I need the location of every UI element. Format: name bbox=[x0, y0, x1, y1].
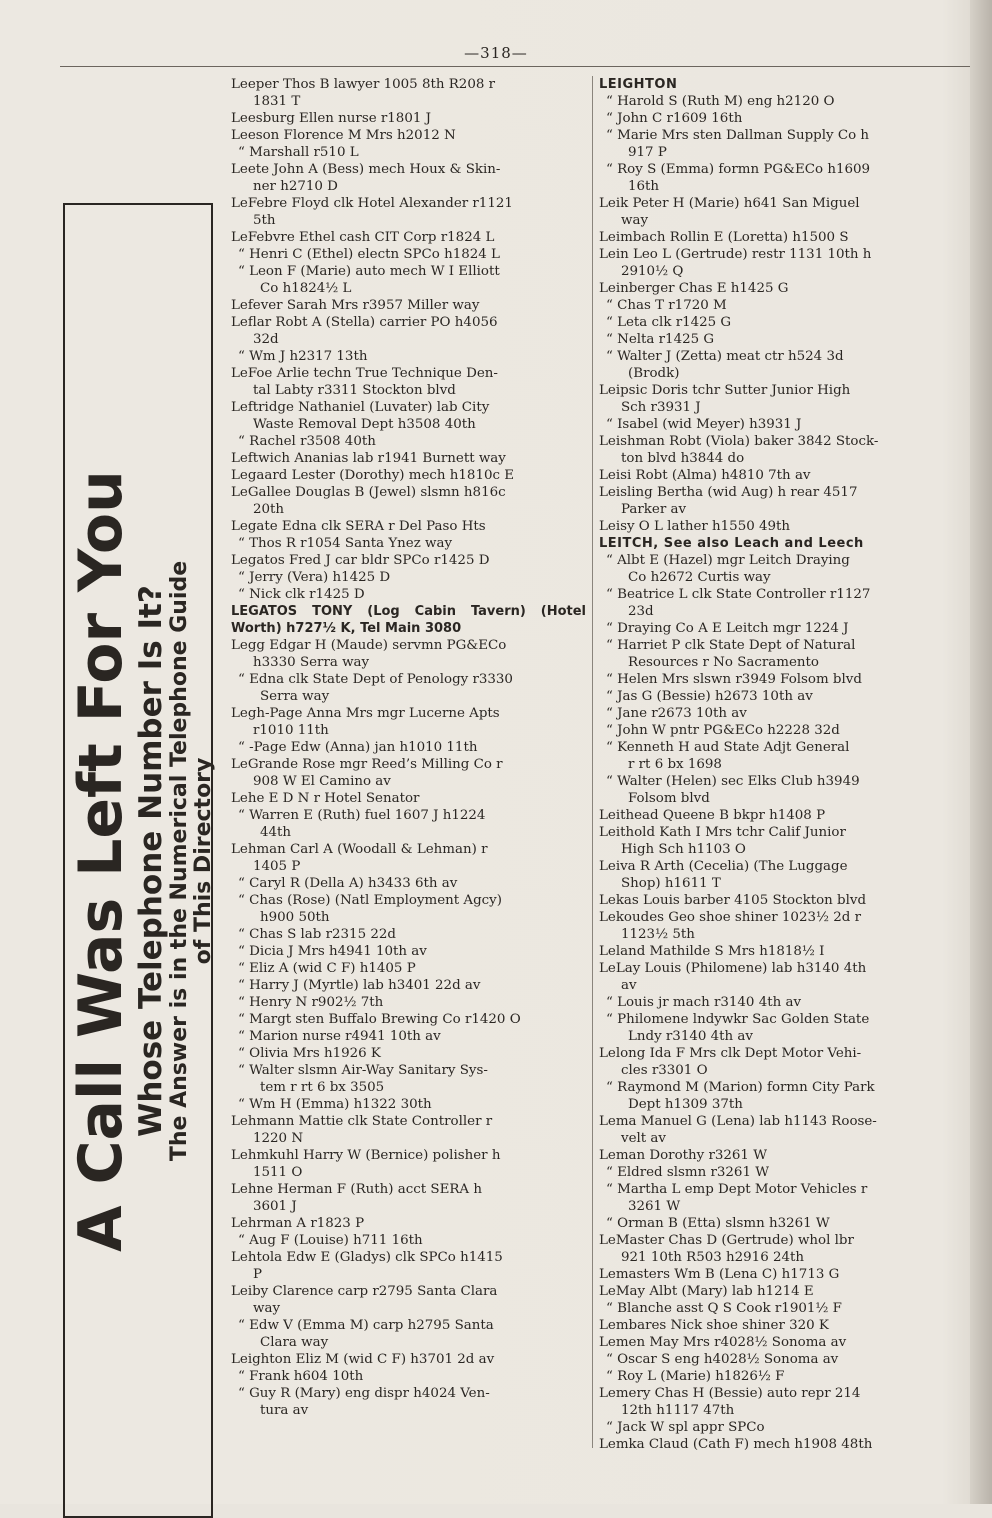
directory-entry bbox=[231, 314, 586, 348]
entry-continuation: Parker av bbox=[621, 502, 687, 517]
entry-text: Leighton Eliz M (wid C F) h3701 2d av bbox=[231, 1352, 495, 1367]
directory-entry bbox=[599, 1283, 949, 1300]
directory-entry bbox=[599, 688, 949, 705]
directory-entry bbox=[599, 382, 949, 416]
directory-entry bbox=[599, 1181, 949, 1215]
entry-text: “ Jack W spl appr SPCo bbox=[606, 1420, 765, 1435]
entry-text: Leik Peter H (Marie) h641 San Miguel bbox=[599, 196, 860, 211]
directory-entry bbox=[599, 994, 949, 1011]
directory-entry bbox=[599, 722, 949, 739]
entry-text: Lembares Nick shoe shiner 320 K bbox=[599, 1318, 829, 1333]
directory-entry bbox=[231, 399, 586, 433]
directory-entry bbox=[599, 1011, 949, 1045]
entry-text: “ Kenneth H aud State Adjt General bbox=[606, 740, 850, 755]
ad-subheadline: Whose Telephone Number Is It? bbox=[133, 584, 169, 1137]
entry-text: “ Blanche asst Q S Cook r1901½ F bbox=[606, 1301, 842, 1316]
entry-text: “ Henri C (Ethel) electn SPCo h1824 L bbox=[238, 247, 500, 262]
page-number: —318— bbox=[464, 44, 528, 62]
entry-text: “ Nelta r1425 G bbox=[606, 332, 715, 347]
directory-entry bbox=[231, 229, 586, 246]
directory-entry bbox=[599, 161, 949, 195]
directory-entry bbox=[231, 1062, 586, 1096]
entry-text: “ Roy L (Marie) h1826½ F bbox=[606, 1369, 785, 1384]
entry-text: “ Oscar S eng h4028½ Sonoma av bbox=[606, 1352, 839, 1367]
directory-entry bbox=[231, 1249, 586, 1283]
entry-text: Lehmkuhl Harry W (Bernice) polisher h bbox=[231, 1148, 501, 1163]
directory-entry bbox=[599, 1113, 949, 1147]
directory-entry bbox=[599, 1164, 949, 1181]
directory-entry bbox=[231, 484, 586, 518]
directory-entry bbox=[599, 467, 949, 484]
directory-entry bbox=[599, 1436, 949, 1453]
entry-text: LeMaster Chas D (Gertrude) whol lbr bbox=[599, 1233, 854, 1248]
entry-text: “ Leon F (Marie) auto mech W I Elliott bbox=[238, 264, 500, 279]
directory-entry bbox=[231, 1147, 586, 1181]
entry-text: Lehne Herman F (Ruth) acct SERA h bbox=[231, 1182, 482, 1197]
directory-entry bbox=[231, 1232, 586, 1249]
entry-text: Legg Edgar H (Maude) servmn PG&ECo bbox=[231, 638, 507, 653]
entry-text: Lemen May Mrs r4028½ Sonoma av bbox=[599, 1335, 847, 1350]
directory-entry bbox=[231, 875, 586, 892]
directory-entry bbox=[599, 1215, 949, 1232]
entry-text: LeFoe Arlie techn True Technique Den- bbox=[231, 366, 498, 381]
entry-continuation: Dept h1309 37th bbox=[628, 1097, 743, 1112]
directory-entry bbox=[599, 824, 949, 858]
directory-entry bbox=[231, 297, 586, 314]
directory-entry bbox=[599, 195, 949, 229]
entry-continuation: 921 10th R503 h2916 24th bbox=[621, 1250, 805, 1265]
entry-text: “ Marion nurse r4941 10th av bbox=[238, 1029, 441, 1044]
directory-entry bbox=[231, 977, 586, 994]
entry-text: “ Edw V (Emma M) carp h2795 Santa bbox=[238, 1318, 494, 1333]
entry-continuation: r1010 11th bbox=[253, 723, 329, 738]
directory-entry bbox=[599, 314, 949, 331]
directory-entry bbox=[231, 739, 586, 756]
entry-continuation: P bbox=[253, 1267, 263, 1282]
directory-entry bbox=[599, 858, 949, 892]
entry-continuation: 32d bbox=[253, 332, 279, 347]
entry-text: Leeson Florence M Mrs h2012 N bbox=[231, 128, 456, 143]
directory-entry bbox=[231, 1113, 586, 1147]
entry-text: “ Isabel (wid Meyer) h3931 J bbox=[606, 417, 802, 432]
entry-text: Leishman Robt (Viola) baker 3842 Stock- bbox=[599, 434, 879, 449]
entry-continuation: Waste Removal Dept h3508 40th bbox=[253, 417, 476, 432]
entry-continuation: 917 P bbox=[628, 145, 667, 160]
entry-text: “ Rachel r3508 40th bbox=[238, 434, 376, 449]
directory-entry bbox=[231, 1028, 586, 1045]
entry-text: “ Harriet P clk State Dept of Natural bbox=[606, 638, 856, 653]
directory-entry bbox=[231, 161, 586, 195]
directory-entry bbox=[599, 1351, 949, 1368]
entry-text: LeFebre Floyd clk Hotel Alexander r1121 bbox=[231, 196, 513, 211]
directory-entry bbox=[231, 756, 586, 790]
directory-entry bbox=[231, 569, 586, 586]
directory-entry bbox=[231, 943, 586, 960]
entry-continuation: Co h2672 Curtis way bbox=[628, 570, 771, 585]
entry-text: “ Wm J h2317 13th bbox=[238, 349, 368, 364]
entry-continuation: av bbox=[621, 978, 637, 993]
directory-entry bbox=[231, 892, 586, 926]
directory-entry bbox=[599, 433, 949, 467]
directory-entry bbox=[599, 892, 949, 909]
directory-entry bbox=[231, 807, 586, 841]
entry-continuation: Folsom blvd bbox=[628, 791, 710, 806]
directory-entry bbox=[231, 263, 586, 297]
entry-text: LEGATOS TONY (Log Cabin Tavern) (Hotel Worth) h727½ K, Tel Main 3080 bbox=[231, 604, 586, 636]
entry-text: “ Walter slsmn Air-Way Sanitary Sys- bbox=[238, 1063, 488, 1078]
entry-continuation: h3330 Serra way bbox=[253, 655, 370, 670]
directory-entry bbox=[599, 1334, 949, 1351]
entry-text: Leland Mathilde S Mrs h1818½ I bbox=[599, 944, 825, 959]
directory-entry bbox=[599, 331, 949, 348]
directory-entry bbox=[599, 127, 949, 161]
entry-continuation: 5th bbox=[253, 213, 276, 228]
directory-entry bbox=[599, 739, 949, 773]
entry-continuation: 1405 P bbox=[253, 859, 301, 874]
entry-text: Legate Edna clk SERA r Del Paso Hts bbox=[231, 519, 486, 534]
entry-text: Leinberger Chas E h1425 G bbox=[599, 281, 789, 296]
directory-entry bbox=[231, 1317, 586, 1351]
ad-line3: The Answer is in the Numerical Telephone Guide bbox=[167, 560, 192, 1161]
directory-entry bbox=[231, 994, 586, 1011]
directory-entry bbox=[231, 246, 586, 263]
entry-text: Leiva R Arth (Cecelia) (The Luggage bbox=[599, 859, 848, 874]
directory-entry bbox=[599, 773, 949, 807]
entry-text: LEITCH, See also Leach and Leech bbox=[599, 536, 864, 551]
directory-entry bbox=[231, 1385, 586, 1419]
directory-entry bbox=[231, 535, 586, 552]
entry-text: Lemery Chas H (Bessie) auto repr 214 bbox=[599, 1386, 861, 1401]
entry-continuation: 908 W El Camino av bbox=[253, 774, 391, 789]
advertisement-text bbox=[66, 216, 216, 1506]
entry-continuation: Lndy r3140 4th av bbox=[628, 1029, 753, 1044]
entry-text: “ Chas T r1720 M bbox=[606, 298, 727, 313]
entry-text: Leipsic Doris tchr Sutter Junior High bbox=[599, 383, 851, 398]
entry-text: “ Frank h604 10th bbox=[238, 1369, 364, 1384]
right-column bbox=[599, 76, 949, 1453]
directory-entry bbox=[599, 807, 949, 824]
entry-continuation: 3601 J bbox=[253, 1199, 297, 1214]
directory-entry bbox=[599, 246, 949, 280]
directory-entry bbox=[599, 1300, 949, 1317]
entry-continuation: tal Labty r3311 Stockton blvd bbox=[253, 383, 456, 398]
entry-text: Leeper Thos B lawyer 1005 8th R208 r bbox=[231, 77, 496, 92]
directory-entry bbox=[599, 229, 949, 246]
directory-entry bbox=[599, 552, 949, 586]
entry-text: “ Draying Co A E Leitch mgr 1224 J bbox=[606, 621, 849, 636]
entry-text: LeGrande Rose mgr Reed’s Milling Co r bbox=[231, 757, 503, 772]
entry-text: “ Chas (Rose) (Natl Employment Agcy) bbox=[238, 893, 502, 908]
directory-entry bbox=[231, 433, 586, 450]
entry-text: Lehe E D N r Hotel Senator bbox=[231, 791, 420, 806]
entry-text: Leflar Robt A (Stella) carrier PO h4056 bbox=[231, 315, 498, 330]
entry-text: Lema Manuel G (Lena) lab h1143 Roose- bbox=[599, 1114, 877, 1129]
entry-continuation: 1123½ 5th bbox=[621, 927, 695, 942]
entry-text: “ Aug F (Louise) h711 16th bbox=[238, 1233, 423, 1248]
header-rule bbox=[60, 66, 970, 67]
directory-entry bbox=[231, 144, 586, 161]
directory-entry bbox=[599, 671, 949, 688]
directory-entry bbox=[231, 450, 586, 467]
entry-text: “ Eldred slsmn r3261 W bbox=[606, 1165, 769, 1180]
entry-continuation: tura av bbox=[260, 1403, 309, 1418]
entry-text: “ Jane r2673 10th av bbox=[606, 706, 747, 721]
entry-text: “ Harry J (Myrtle) lab h3401 22d av bbox=[238, 978, 481, 993]
directory-entry bbox=[231, 76, 586, 110]
entry-text: LeLay Louis (Philomene) lab h3140 4th bbox=[599, 961, 867, 976]
entry-text: LeGallee Douglas B (Jewel) slsmn h816c bbox=[231, 485, 506, 500]
directory-entry bbox=[599, 705, 949, 722]
directory-entry bbox=[599, 348, 949, 382]
entry-text: LeFebvre Ethel cash CIT Corp r1824 L bbox=[231, 230, 495, 245]
entry-continuation: High Sch h1103 O bbox=[621, 842, 746, 857]
entry-text: “ Martha L emp Dept Motor Vehicles r bbox=[606, 1182, 868, 1197]
entry-text: Leete John A (Bess) mech Houx & Skin- bbox=[231, 162, 501, 177]
entry-continuation: h900 50th bbox=[260, 910, 330, 925]
entry-text: “ Wm H (Emma) h1322 30th bbox=[238, 1097, 432, 1112]
entry-continuation: Sch r3931 J bbox=[621, 400, 701, 415]
entry-text: “ Helen Mrs slswn r3949 Folsom blvd bbox=[606, 672, 862, 687]
entry-continuation: ton blvd h3844 do bbox=[621, 451, 745, 466]
entry-text: Lemasters Wm B (Lena C) h1713 G bbox=[599, 1267, 840, 1282]
directory-entry bbox=[231, 110, 586, 127]
entry-text: Leftridge Nathaniel (Luvater) lab City bbox=[231, 400, 490, 415]
entry-continuation: 23d bbox=[628, 604, 654, 619]
entry-text: LeMay Albt (Mary) lab h1214 E bbox=[599, 1284, 814, 1299]
entry-continuation: Serra way bbox=[260, 689, 330, 704]
entry-text: “ Nick clk r1425 D bbox=[238, 587, 365, 602]
entry-text: “ Olivia Mrs h1926 K bbox=[238, 1046, 381, 1061]
entry-text: “ Philomene lndywkr Sac Golden State bbox=[606, 1012, 870, 1027]
directory-entry bbox=[599, 637, 949, 671]
left-column bbox=[231, 76, 586, 1419]
entry-text: Leesburg Ellen nurse r1801 J bbox=[231, 111, 431, 126]
directory-entry bbox=[231, 552, 586, 569]
ad-line4: of This Directory bbox=[191, 757, 216, 964]
entry-text: Lehman Carl A (Woodall & Lehman) r bbox=[231, 842, 488, 857]
entry-text: “ -Page Edw (Anna) jan h1010 11th bbox=[238, 740, 478, 755]
ad-headline: A Call Was Left For You bbox=[66, 469, 136, 1252]
entry-continuation: cles r3301 O bbox=[621, 1063, 708, 1078]
entry-text: “ John W pntr PG&ECo h2228 32d bbox=[606, 723, 840, 738]
directory-entry bbox=[599, 297, 949, 314]
entry-text: “ Guy R (Mary) eng dispr h4024 Ven- bbox=[238, 1386, 490, 1401]
entry-text: “ Roy S (Emma) formn PG&ECo h1609 bbox=[606, 162, 871, 177]
column-divider bbox=[592, 76, 593, 1448]
directory-entry bbox=[599, 620, 949, 637]
entry-text: LEIGHTON bbox=[599, 77, 678, 92]
directory-entry bbox=[599, 1045, 949, 1079]
directory-entry bbox=[599, 960, 949, 994]
entry-text: “ Jas G (Bessie) h2673 10th av bbox=[606, 689, 813, 704]
entry-text: Leftwich Ananias lab r1941 Burnett way bbox=[231, 451, 506, 466]
directory-entry bbox=[231, 348, 586, 365]
entry-continuation: 1511 O bbox=[253, 1165, 303, 1180]
directory-entry bbox=[599, 110, 949, 127]
entry-text: Leisy O L lather h1550 49th bbox=[599, 519, 791, 534]
entry-text: Lehtola Edw E (Gladys) clk SPCo h1415 bbox=[231, 1250, 503, 1265]
entry-continuation: r rt 6 bx 1698 bbox=[628, 757, 722, 772]
entry-text: “ Edna clk State Dept of Penology r3330 bbox=[238, 672, 513, 687]
entry-continuation: 44th bbox=[260, 825, 292, 840]
entry-text: “ Orman B (Etta) slsmn h3261 W bbox=[606, 1216, 830, 1231]
entry-text: Legh-Page Anna Mrs mgr Lucerne Apts bbox=[231, 706, 500, 721]
directory-entry bbox=[599, 416, 949, 433]
directory-entry bbox=[599, 1147, 949, 1164]
entry-text: Leisling Bertha (wid Aug) h rear 4517 bbox=[599, 485, 858, 500]
directory-entry bbox=[231, 1351, 586, 1368]
entry-continuation: Co h1824½ L bbox=[260, 281, 352, 296]
entry-text: “ Walter J (Zetta) meat ctr h524 3d bbox=[606, 349, 844, 364]
entry-text: Leithold Kath I Mrs tchr Calif Junior bbox=[599, 825, 846, 840]
page-edge bbox=[970, 0, 992, 1504]
entry-text: Leisi Robt (Alma) h4810 7th av bbox=[599, 468, 811, 483]
entry-text: “ Leta clk r1425 G bbox=[606, 315, 732, 330]
entry-text: “ Marie Mrs sten Dallman Supply Co h bbox=[606, 128, 870, 143]
entry-continuation: Resources r No Sacramento bbox=[628, 655, 819, 670]
entry-text: “ Eliz A (wid C F) h1405 P bbox=[238, 961, 416, 976]
entry-continuation: 1220 N bbox=[253, 1131, 304, 1146]
directory-entry bbox=[231, 586, 586, 603]
entry-continuation: 3261 W bbox=[628, 1199, 681, 1214]
entry-text: Leithead Queene B bkpr h1408 P bbox=[599, 808, 826, 823]
directory-entry bbox=[599, 1079, 949, 1113]
entry-continuation: 2910½ Q bbox=[621, 264, 684, 279]
directory-entry bbox=[231, 518, 586, 535]
directory-entry bbox=[599, 484, 949, 518]
directory-entry bbox=[231, 1011, 586, 1028]
entry-continuation: 20th bbox=[253, 502, 285, 517]
directory-entry bbox=[599, 1317, 949, 1334]
entry-text: Lelong Ida F Mrs clk Dept Motor Vehi- bbox=[599, 1046, 862, 1061]
entry-text: Leman Dorothy r3261 W bbox=[599, 1148, 767, 1163]
entry-continuation: 1831 T bbox=[253, 94, 301, 109]
entry-text: “ Walter (Helen) sec Elks Club h3949 bbox=[606, 774, 860, 789]
entry-continuation: way bbox=[621, 213, 649, 228]
entry-text: “ Raymond M (Marion) formn City Park bbox=[606, 1080, 875, 1095]
entry-continuation: Shop) h1611 T bbox=[621, 876, 721, 891]
directory-entry bbox=[231, 1283, 586, 1317]
entry-continuation: Clara way bbox=[260, 1335, 329, 1350]
entry-text: Legaard Lester (Dorothy) mech h1810c E bbox=[231, 468, 515, 483]
directory-heading bbox=[599, 535, 949, 552]
entry-text: “ John C r1609 16th bbox=[606, 111, 743, 126]
directory-entry bbox=[231, 1181, 586, 1215]
entry-continuation: way bbox=[253, 1301, 281, 1316]
entry-text: “ Louis jr mach r3140 4th av bbox=[606, 995, 802, 1010]
entry-continuation: (Brodk) bbox=[628, 366, 680, 381]
directory-heading bbox=[231, 603, 586, 637]
directory-entry bbox=[231, 195, 586, 229]
entry-continuation: velt av bbox=[621, 1131, 666, 1146]
entry-text: “ Beatrice L clk State Controller r1127 bbox=[606, 587, 871, 602]
directory-entry bbox=[231, 1368, 586, 1385]
entry-text: “ Albt E (Hazel) mgr Leitch Draying bbox=[606, 553, 850, 568]
entry-text: “ Thos R r1054 Santa Ynez way bbox=[238, 536, 453, 551]
entry-text: “ Dicia J Mrs h4941 10th av bbox=[238, 944, 427, 959]
directory-entry bbox=[599, 909, 949, 943]
directory-entry bbox=[599, 1368, 949, 1385]
entry-text: “ Henry N r902½ 7th bbox=[238, 995, 384, 1010]
directory-entry bbox=[599, 1419, 949, 1436]
directory-entry bbox=[599, 586, 949, 620]
directory-entry bbox=[231, 127, 586, 144]
entry-text: Leimbach Rollin E (Loretta) h1500 S bbox=[599, 230, 849, 245]
entry-text: “ Marshall r510 L bbox=[238, 145, 359, 160]
entry-text: Lemka Claud (Cath F) mech h1908 48th bbox=[599, 1437, 873, 1452]
directory-entry bbox=[231, 790, 586, 807]
entry-text: Lekoudes Geo shoe shiner 1023½ 2d r bbox=[599, 910, 861, 925]
directory-entry bbox=[231, 841, 586, 875]
directory-entry bbox=[599, 1266, 949, 1283]
directory-entry bbox=[599, 943, 949, 960]
directory-entry bbox=[599, 1385, 949, 1419]
directory-entry bbox=[231, 365, 586, 399]
entry-continuation: 12th h1117 47th bbox=[621, 1403, 735, 1418]
entry-text: Legatos Fred J car bldr SPCo r1425 D bbox=[231, 553, 490, 568]
entry-text: “ Warren E (Ruth) fuel 1607 J h1224 bbox=[238, 808, 486, 823]
entry-text: Lefever Sarah Mrs r3957 Miller way bbox=[231, 298, 480, 313]
directory-entry bbox=[231, 705, 586, 739]
entry-text: Lehrman A r1823 P bbox=[231, 1216, 365, 1231]
directory-entry bbox=[231, 671, 586, 705]
entry-text: Leiby Clarence carp r2795 Santa Clara bbox=[231, 1284, 498, 1299]
entry-text: Lehmann Mattie clk State Controller r bbox=[231, 1114, 493, 1129]
directory-entry bbox=[599, 280, 949, 297]
directory-entry bbox=[231, 637, 586, 671]
entry-text: “ Caryl R (Della A) h3433 6th av bbox=[238, 876, 458, 891]
entry-text: “ Jerry (Vera) h1425 D bbox=[238, 570, 391, 585]
directory-entry bbox=[231, 1215, 586, 1232]
advertisement-box bbox=[63, 203, 216, 1518]
directory-heading bbox=[599, 76, 949, 93]
directory-entry bbox=[599, 1232, 949, 1266]
directory-entry bbox=[231, 1096, 586, 1113]
entry-text: Lekas Louis barber 4105 Stockton blvd bbox=[599, 893, 867, 908]
directory-entry bbox=[599, 518, 949, 535]
entry-continuation: tem r rt 6 bx 3505 bbox=[260, 1080, 385, 1095]
entry-continuation: 16th bbox=[628, 179, 660, 194]
directory-entry bbox=[231, 960, 586, 977]
entry-text: “ Harold S (Ruth M) eng h2120 O bbox=[606, 94, 835, 109]
directory-entry bbox=[599, 93, 949, 110]
entry-text: “ Chas S lab r2315 22d bbox=[238, 927, 396, 942]
directory-entry bbox=[231, 467, 586, 484]
entry-text: Lein Leo L (Gertrude) restr 1131 10th h bbox=[599, 247, 872, 262]
entry-continuation: ner h2710 D bbox=[253, 179, 338, 194]
directory-entry bbox=[231, 1045, 586, 1062]
entry-text: “ Margt sten Buffalo Brewing Co r1420 O bbox=[238, 1012, 521, 1027]
directory-entry bbox=[231, 926, 586, 943]
